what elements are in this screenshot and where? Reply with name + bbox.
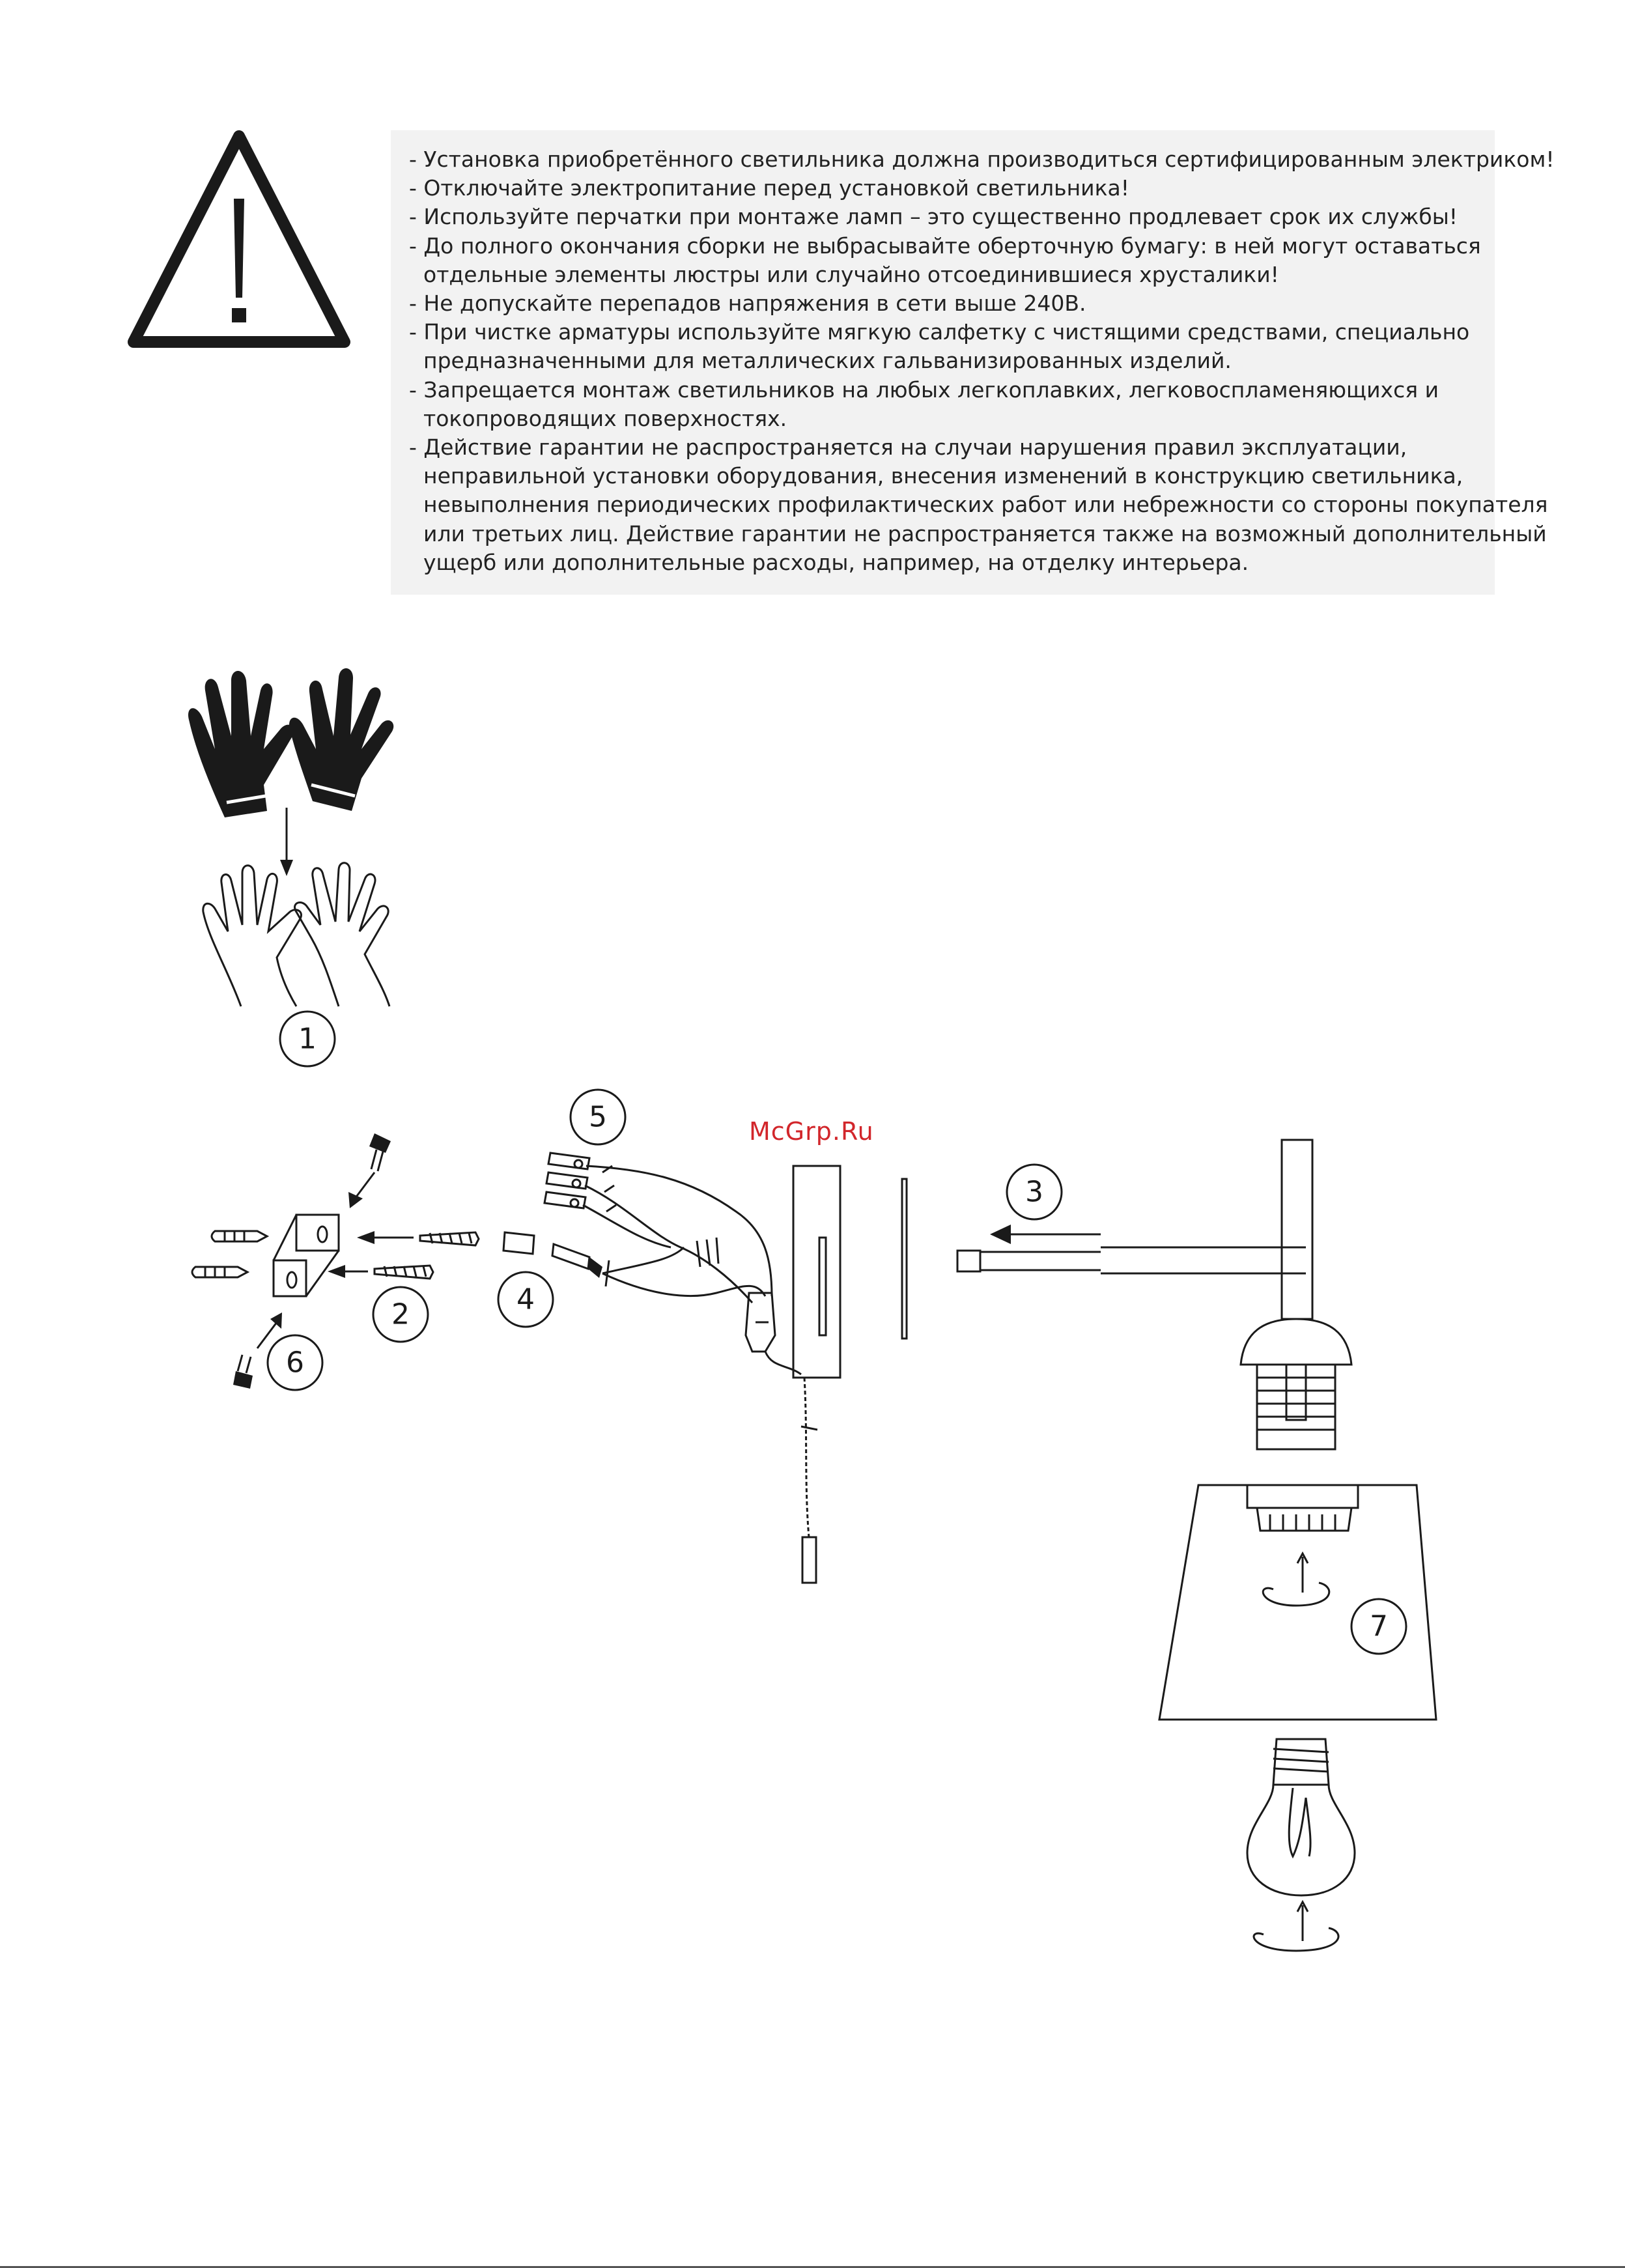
svg-text:7: 7: [1370, 1609, 1388, 1643]
notice-line: - Запрещается монтаж светильников на любых легкоплавких, легковоспламеняющихся и: [409, 376, 1439, 403]
watermark: McGrp.Ru: [749, 1117, 874, 1146]
step-6: [268, 1335, 322, 1390]
svg-text:4: 4: [516, 1283, 535, 1316]
step-4: [498, 1272, 553, 1327]
terminal-block-icon: [503, 1153, 602, 1278]
step-2: [373, 1287, 428, 1342]
lamp-shade-icon: [1159, 1485, 1436, 1720]
notice-line: - До полного окончания сборки не выбрасывайте оберточную бумагу: в ней могут оставаться: [409, 233, 1481, 259]
notice-line: - При чистке арматуры используйте мягкую салфетку с чистящими средствами, специально: [409, 319, 1470, 345]
notice-line: - Используйте перчатки при монтаже ламп – это существенно продлевает срок их службы!: [409, 204, 1458, 230]
svg-text:6: 6: [286, 1346, 304, 1380]
lamp-arm-icon: [957, 1140, 1351, 1449]
notice-line: предназначенными для металлических гальванизированных изделий.: [423, 348, 1232, 374]
pull-cord-icon: [801, 1378, 817, 1583]
svg-text:1: 1: [298, 1022, 317, 1056]
notice-line: - Установка приобретённого светильника должна производиться сертифицированным электриком!: [409, 147, 1555, 172]
mounting-bracket-icon: [274, 1215, 339, 1296]
notice-line: ущерб или дополнительные расходы, например, на отделку интерьера.: [423, 549, 1249, 575]
step-7: [1351, 1599, 1406, 1654]
step-3: [1007, 1165, 1062, 1219]
wall-anchor-icon: [192, 1231, 267, 1277]
notice-line: или третьих лиц. Действие гарантии не распространяется также на возможный дополнительный: [423, 520, 1547, 546]
wood-screw-icon: [374, 1232, 479, 1279]
notice-line: неправильной установки оборудования, внесения изменений в конструкцию светильника,: [423, 463, 1463, 489]
notice-line: невыполнения периодических профилактических работ или небрежности со стороны покупателя: [423, 492, 1548, 518]
bare-hands-icon: [203, 863, 389, 1006]
wires-icon: [583, 1166, 772, 1303]
machine-screw-icon: [233, 1133, 391, 1389]
notice-line: - Отключайте электропитание перед установкой светильника!: [409, 175, 1129, 201]
svg-text:5: 5: [589, 1100, 607, 1134]
step-1: [280, 1012, 335, 1066]
light-bulb-icon: [1247, 1739, 1355, 1951]
svg-text:2: 2: [391, 1297, 410, 1331]
notice-line: - Не допускайте перепадов напряжения в сети выше 240В.: [409, 291, 1086, 317]
notice-line: токопроводящих поверхностях.: [423, 405, 787, 431]
svg-text:3: 3: [1025, 1175, 1043, 1209]
notice-line: - Действие гарантии не распространяется на случаи нарушения правил эксплуатации,: [409, 434, 1407, 461]
wall-plate-icon: [793, 1166, 907, 1378]
notice-line: отдельные элементы люстры или случайно отсоединившиеся хрусталики!: [423, 261, 1279, 287]
step-5: [571, 1090, 625, 1144]
gloves-icon: [188, 668, 393, 817]
